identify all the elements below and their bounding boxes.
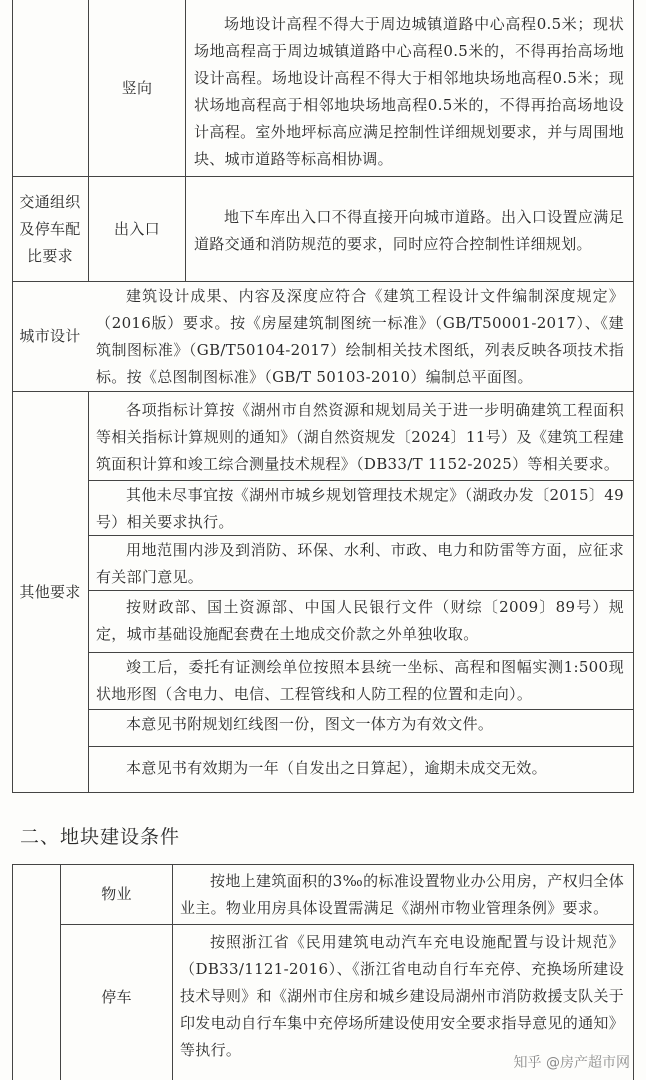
other-item-1: 各项指标计算按《湖州市自然资源和规划局关于进一步明确建筑工程面积等相关指标计算规则的通知》（湖自然资规发〔2024〕11号）及《建筑工程建筑面积计算和竣工综合测量技术规程》（DB33/T 1152-2025）等相关要求。 bbox=[96, 401, 624, 473]
other-item-3: 用地范围内涉及到消防、环保、水利、市政、电力和防雷等方面，应征求有关部门意见。 bbox=[96, 541, 624, 586]
cell-category-traffic: 交通组织及停车配比要求 bbox=[19, 192, 81, 265]
cell-subcategory-parking: 停车 bbox=[101, 988, 132, 1006]
other-item-4: 按财政部、国土资源部、中国人民银行文件（财综〔2009〕89号）规定，城市基础设施配套费在土地成交价款之外单独收取。 bbox=[96, 598, 624, 643]
cell-subcategory-property: 物业 bbox=[101, 885, 132, 903]
cell-text-vertical: 场地设计高程不得大于周边城镇道路中心高程0.5米；现状场地高程高于周边城镇道路中心高程0.5米的，不得再抬高场地设计高程。场地设计高程不得大于相邻地块场地高程0.5米；现状场地高程高于相邻地块场地高程0.5米的，不得再抬高场地设计高程。室外地坪标高应满足控制性详细规划要求，并与周围地块、城市道路等标高相协调。 bbox=[194, 15, 624, 168]
cell-text-parking: 按照浙江省《民用建筑电动汽车充电设施配置与设计规范》（DB33/1121-2016）、《浙江省电动自行车充停、充换场所建设技术导则》和《湖州市住房和城乡建设局湖州市消防救援支队关于印发电动自行车集中充停场所建设使用安全要求指导意见的通知》等执行。 bbox=[180, 933, 624, 1059]
other-item-6: 本意见书附规划红线图一份，图文一体方为有效文件。 bbox=[126, 715, 494, 733]
other-item-5: 竣工后，委托有证测绘单位按照本县统一坐标、高程和图幅实测1:500现状地形图（含电力、电信、工程管线和人防工程的位置和走向）。 bbox=[96, 658, 624, 703]
section-heading: 二、地块建设条件 bbox=[20, 826, 181, 848]
cell-subcategory-vertical: 竖向 bbox=[121, 78, 153, 97]
cell-category-other: 其他要求 bbox=[19, 582, 81, 601]
other-item-7: 本意见书有效期为一年（自发出之日算起），逾期未成交无效。 bbox=[126, 759, 547, 777]
cell-subcategory-entrance: 出入口 bbox=[114, 219, 160, 238]
cell-category-urban-design: 城市设计 bbox=[19, 327, 81, 345]
cell-text-urban-design: 建筑设计成果、内容及深度应符合《建筑工程设计文件编制深度规定》（2016版）要求。按《房屋建筑制图统一标准》（GB/T50001-2017）、《建筑制图标准》（GB/T50104-2017）绘制相关技术图纸，列表反映各项技术指标。按《总图制图标准》（GB/T 50103-2010）编制总平面图。 bbox=[96, 287, 624, 386]
cell-text-property: 按地上建筑面积的3‰的标准设置物业办公用房，产权归全体业主。物业用房具体设置需满足《湖州市物业管理条例》要求。 bbox=[180, 872, 624, 917]
watermark-footer: 知乎 @房产超市网 bbox=[513, 1055, 630, 1071]
cell-text-entrance: 地下车库出入口不得直接开向城市道路。出入口设置应满足道路交通和消防规范的要求，同时应符合控制性详细规划。 bbox=[194, 208, 624, 253]
other-item-2: 其他未尽事宜按《湖州市城乡规划管理技术规定》（湖政办发〔2015〕49号）相关要求执行。 bbox=[96, 486, 624, 531]
